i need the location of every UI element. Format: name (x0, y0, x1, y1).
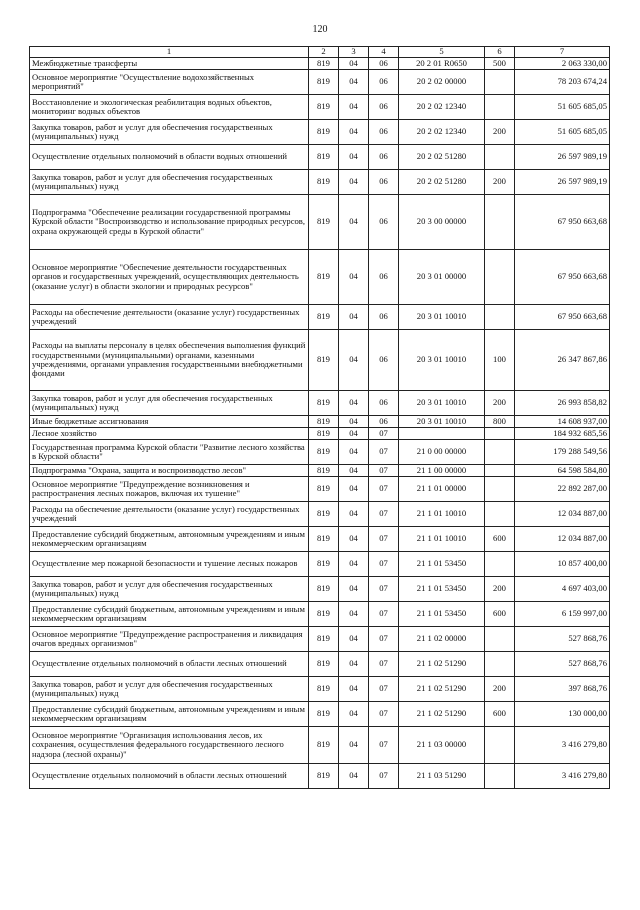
row-subsection-code: 06 (369, 120, 399, 145)
row-target-article: 21 0 00 00000 (399, 440, 485, 465)
row-section-code: 04 (339, 527, 369, 552)
page-number: 120 (312, 24, 328, 35)
row-section-code: 04 (339, 428, 369, 440)
row-subsection-code: 06 (369, 305, 399, 330)
row-expense-type: 800 (485, 416, 515, 428)
row-amount: 14 608 937,00 (515, 416, 610, 428)
row-subsection-code: 06 (369, 70, 399, 95)
table-row (30, 440, 610, 465)
table-row (30, 552, 610, 577)
row-section-code: 04 (339, 465, 369, 477)
row-ministry-code: 819 (309, 416, 339, 428)
row-amount: 3 416 279,80 (515, 764, 610, 789)
row-name: Закупка товаров, работ и услуг для обеспечения государственных (муниципальных) нужд (30, 577, 309, 602)
budget-table (29, 46, 610, 789)
row-amount: 10 857 400,00 (515, 552, 610, 577)
row-section-code: 04 (339, 145, 369, 170)
row-expense-type (485, 764, 515, 789)
table-row (30, 58, 610, 70)
row-name: Основное мероприятие "Предупреждение распространения и ликвидация очагов вредных организмов" (30, 627, 309, 652)
row-target-article: 20 2 02 00000 (399, 70, 485, 95)
row-target-article: 20 3 01 00000 (399, 250, 485, 305)
column-number: 2 (309, 47, 339, 58)
row-subsection-code: 07 (369, 502, 399, 527)
row-section-code: 04 (339, 120, 369, 145)
row-amount: 67 950 663,68 (515, 250, 610, 305)
row-amount: 26 993 858,82 (515, 391, 610, 416)
row-subsection-code: 07 (369, 440, 399, 465)
row-expense-type (485, 477, 515, 502)
row-expense-type: 600 (485, 527, 515, 552)
row-subsection-code: 07 (369, 552, 399, 577)
row-ministry-code: 819 (309, 652, 339, 677)
row-amount: 64 598 584,80 (515, 465, 610, 477)
row-subsection-code: 07 (369, 428, 399, 440)
row-ministry-code: 819 (309, 305, 339, 330)
row-target-article: 20 2 02 12340 (399, 95, 485, 120)
row-ministry-code: 819 (309, 727, 339, 764)
row-section-code: 04 (339, 95, 369, 120)
row-amount: 179 288 549,56 (515, 440, 610, 465)
row-expense-type (485, 145, 515, 170)
row-expense-type (485, 627, 515, 652)
row-section-code: 04 (339, 416, 369, 428)
row-target-article: 21 1 02 00000 (399, 627, 485, 652)
row-ministry-code: 819 (309, 195, 339, 250)
row-expense-type (485, 465, 515, 477)
row-subsection-code: 06 (369, 391, 399, 416)
row-amount: 6 159 997,00 (515, 602, 610, 627)
row-ministry-code: 819 (309, 391, 339, 416)
row-subsection-code: 06 (369, 250, 399, 305)
row-amount: 184 932 685,56 (515, 428, 610, 440)
table-row (30, 330, 610, 391)
row-amount: 527 868,76 (515, 627, 610, 652)
row-target-article: 21 1 01 10010 (399, 502, 485, 527)
row-ministry-code: 819 (309, 70, 339, 95)
row-expense-type (485, 552, 515, 577)
table-row (30, 727, 610, 764)
row-expense-type: 200 (485, 120, 515, 145)
column-number: 6 (485, 47, 515, 58)
table-row (30, 527, 610, 552)
table-row (30, 477, 610, 502)
row-name: Основное мероприятие "Осуществление водохозяйственных мероприятий" (30, 70, 309, 95)
table-row (30, 702, 610, 727)
row-section-code: 04 (339, 577, 369, 602)
row-subsection-code: 06 (369, 195, 399, 250)
row-target-article: 21 1 02 51290 (399, 702, 485, 727)
row-name: Иные бюджетные ассигнования (30, 416, 309, 428)
row-subsection-code: 06 (369, 330, 399, 391)
row-subsection-code: 06 (369, 170, 399, 195)
row-name: Подпрограмма "Охрана, защита и воспроизводство лесов" (30, 465, 309, 477)
row-ministry-code: 819 (309, 627, 339, 652)
row-amount: 67 950 663,68 (515, 195, 610, 250)
row-amount: 397 868,76 (515, 677, 610, 702)
table-row (30, 95, 610, 120)
row-amount: 26 597 989,19 (515, 145, 610, 170)
row-expense-type (485, 305, 515, 330)
row-expense-type (485, 70, 515, 95)
table-row (30, 465, 610, 477)
row-name: Осуществление отдельных полномочий в области водных отношений (30, 145, 309, 170)
row-amount: 67 950 663,68 (515, 305, 610, 330)
row-expense-type: 200 (485, 391, 515, 416)
row-expense-type (485, 440, 515, 465)
row-ministry-code: 819 (309, 465, 339, 477)
row-target-article: 20 3 01 10010 (399, 330, 485, 391)
column-number: 4 (369, 47, 399, 58)
row-ministry-code: 819 (309, 602, 339, 627)
table-row (30, 428, 610, 440)
table-body (30, 47, 610, 789)
table-row (30, 170, 610, 195)
column-number: 3 (339, 47, 369, 58)
row-subsection-code: 07 (369, 577, 399, 602)
row-expense-type: 600 (485, 702, 515, 727)
row-ministry-code: 819 (309, 170, 339, 195)
table-row (30, 416, 610, 428)
row-amount: 22 892 287,00 (515, 477, 610, 502)
table-row (30, 305, 610, 330)
row-subsection-code: 07 (369, 727, 399, 764)
row-target-article: 21 1 02 51290 (399, 677, 485, 702)
row-name: Расходы на выплаты персоналу в целях обеспечения выполнения функций государственными (муниципальными) органами, казенными учреждениями, органами управления государственными внебюджетными фондами (30, 330, 309, 391)
table-row (30, 627, 610, 652)
row-ministry-code: 819 (309, 330, 339, 391)
row-amount: 3 416 279,80 (515, 727, 610, 764)
row-name: Предоставление субсидий бюджетным, автономным учреждениям и иным некоммерческим организациям (30, 527, 309, 552)
table-row (30, 577, 610, 602)
row-subsection-code: 06 (369, 145, 399, 170)
row-subsection-code: 06 (369, 95, 399, 120)
row-ministry-code: 819 (309, 677, 339, 702)
row-name: Предоставление субсидий бюджетным, автономным учреждениям и иным некоммерческим организациям (30, 702, 309, 727)
row-amount: 2 063 330,00 (515, 58, 610, 70)
column-number: 7 (515, 47, 610, 58)
row-expense-type (485, 250, 515, 305)
row-name: Закупка товаров, работ и услуг для обеспечения государственных (муниципальных) нужд (30, 120, 309, 145)
row-expense-type (485, 652, 515, 677)
row-ministry-code: 819 (309, 120, 339, 145)
row-target-article: 20 2 02 51280 (399, 170, 485, 195)
row-target-article: 21 1 01 00000 (399, 477, 485, 502)
row-section-code: 04 (339, 391, 369, 416)
row-name: Осуществление отдельных полномочий в области лесных отношений (30, 764, 309, 789)
table-row (30, 677, 610, 702)
row-expense-type: 100 (485, 330, 515, 391)
table-row (30, 250, 610, 305)
row-amount: 4 697 403,00 (515, 577, 610, 602)
table-row (30, 145, 610, 170)
row-section-code: 04 (339, 477, 369, 502)
row-subsection-code: 07 (369, 465, 399, 477)
row-subsection-code: 07 (369, 602, 399, 627)
column-number-row (30, 47, 610, 58)
row-name: Подпрограмма "Обеспечение реализации государственной программы Курской области "Воспроизводство и использование природных ресурсов, охрана окружающей среды в Курской области" (30, 195, 309, 250)
row-expense-type: 200 (485, 677, 515, 702)
row-name: Осуществление мер пожарной безопасности и тушение лесных пожаров (30, 552, 309, 577)
row-ministry-code: 819 (309, 702, 339, 727)
row-section-code: 04 (339, 702, 369, 727)
table-row (30, 602, 610, 627)
row-section-code: 04 (339, 627, 369, 652)
row-target-article: 20 3 01 10010 (399, 305, 485, 330)
row-expense-type (485, 428, 515, 440)
row-section-code: 04 (339, 502, 369, 527)
row-ministry-code: 819 (309, 95, 339, 120)
row-name: Основное мероприятие "Организация использования лесов, их сохранения, осуществления федерального государственного лесного надзора (лесной охраны)" (30, 727, 309, 764)
row-name: Предоставление субсидий бюджетным, автономным учреждениям и иным некоммерческим организациям (30, 602, 309, 627)
row-target-article: 20 3 00 00000 (399, 195, 485, 250)
row-ministry-code: 819 (309, 477, 339, 502)
row-name: Расходы на обеспечение деятельности (оказание услуг) государственных учреждений (30, 502, 309, 527)
row-ministry-code: 819 (309, 428, 339, 440)
table-row (30, 764, 610, 789)
row-subsection-code: 07 (369, 477, 399, 502)
row-subsection-code: 07 (369, 527, 399, 552)
row-expense-type: 600 (485, 602, 515, 627)
row-name: Лесное хозяйство (30, 428, 309, 440)
row-amount: 527 868,76 (515, 652, 610, 677)
row-section-code: 04 (339, 305, 369, 330)
row-amount: 26 347 867,86 (515, 330, 610, 391)
row-target-article: 20 2 02 12340 (399, 120, 485, 145)
row-section-code: 04 (339, 727, 369, 764)
row-name: Закупка товаров, работ и услуг для обеспечения государственных (муниципальных) нужд (30, 391, 309, 416)
column-number: 1 (30, 47, 309, 58)
row-ministry-code: 819 (309, 502, 339, 527)
row-name: Межбюджетные трансферты (30, 58, 309, 70)
row-expense-type: 200 (485, 170, 515, 195)
row-expense-type (485, 195, 515, 250)
row-target-article: 20 2 02 51280 (399, 145, 485, 170)
row-target-article: 21 1 01 10010 (399, 527, 485, 552)
row-section-code: 04 (339, 58, 369, 70)
row-section-code: 04 (339, 440, 369, 465)
row-name: Восстановление и экологическая реабилитация водных объектов, мониторинг водных объектов (30, 95, 309, 120)
column-number: 5 (399, 47, 485, 58)
row-target-article: 21 1 00 00000 (399, 465, 485, 477)
row-target-article: 20 3 01 10010 (399, 391, 485, 416)
row-amount: 130 000,00 (515, 702, 610, 727)
row-amount: 12 034 887,00 (515, 527, 610, 552)
table-row (30, 120, 610, 145)
row-name: Основное мероприятие "Предупреждение возникновения и распространения лесных пожаров, включая их тушение" (30, 477, 309, 502)
row-amount: 12 034 887,00 (515, 502, 610, 527)
row-subsection-code: 07 (369, 652, 399, 677)
row-ministry-code: 819 (309, 250, 339, 305)
row-amount: 51 605 685,05 (515, 120, 610, 145)
row-ministry-code: 819 (309, 764, 339, 789)
row-subsection-code: 06 (369, 58, 399, 70)
row-name: Закупка товаров, работ и услуг для обеспечения государственных (муниципальных) нужд (30, 170, 309, 195)
row-target-article (399, 428, 485, 440)
row-target-article: 21 1 01 53450 (399, 552, 485, 577)
row-name: Закупка товаров, работ и услуг для обеспечения государственных (муниципальных) нужд (30, 677, 309, 702)
row-target-article: 20 2 01 R0650 (399, 58, 485, 70)
row-name: Расходы на обеспечение деятельности (оказание услуг) государственных учреждений (30, 305, 309, 330)
table-row (30, 70, 610, 95)
table-row (30, 652, 610, 677)
row-amount: 26 597 989,19 (515, 170, 610, 195)
row-subsection-code: 07 (369, 764, 399, 789)
row-target-article: 21 1 01 53450 (399, 602, 485, 627)
row-target-article: 21 1 03 00000 (399, 727, 485, 764)
row-ministry-code: 819 (309, 577, 339, 602)
row-subsection-code: 07 (369, 677, 399, 702)
row-amount: 51 605 685,05 (515, 95, 610, 120)
row-name: Осуществление отдельных полномочий в области лесных отношений (30, 652, 309, 677)
row-expense-type (485, 727, 515, 764)
row-target-article: 21 1 02 51290 (399, 652, 485, 677)
row-section-code: 04 (339, 602, 369, 627)
row-section-code: 04 (339, 170, 369, 195)
row-expense-type (485, 95, 515, 120)
row-section-code: 04 (339, 764, 369, 789)
row-expense-type (485, 502, 515, 527)
row-section-code: 04 (339, 652, 369, 677)
row-target-article: 20 3 01 10010 (399, 416, 485, 428)
row-section-code: 04 (339, 330, 369, 391)
row-section-code: 04 (339, 552, 369, 577)
row-target-article: 21 1 03 51290 (399, 764, 485, 789)
row-section-code: 04 (339, 195, 369, 250)
row-section-code: 04 (339, 677, 369, 702)
row-subsection-code: 07 (369, 702, 399, 727)
row-amount: 78 203 674,24 (515, 70, 610, 95)
table-row (30, 391, 610, 416)
row-ministry-code: 819 (309, 58, 339, 70)
table-row (30, 502, 610, 527)
row-ministry-code: 819 (309, 440, 339, 465)
row-section-code: 04 (339, 70, 369, 95)
table-row (30, 195, 610, 250)
row-ministry-code: 819 (309, 527, 339, 552)
row-target-article: 21 1 01 53450 (399, 577, 485, 602)
row-subsection-code: 06 (369, 416, 399, 428)
row-name: Государственная программа Курской области "Развитие лесного хозяйства в Курской области" (30, 440, 309, 465)
row-subsection-code: 07 (369, 627, 399, 652)
row-ministry-code: 819 (309, 145, 339, 170)
row-ministry-code: 819 (309, 552, 339, 577)
row-expense-type: 500 (485, 58, 515, 70)
row-name: Основное мероприятие "Обеспечение деятельности государственных органов и государственных учреждений, осуществляющих деятельность (оказание услуг) в области экологии и природных ресурсов" (30, 250, 309, 305)
row-section-code: 04 (339, 250, 369, 305)
row-expense-type: 200 (485, 577, 515, 602)
